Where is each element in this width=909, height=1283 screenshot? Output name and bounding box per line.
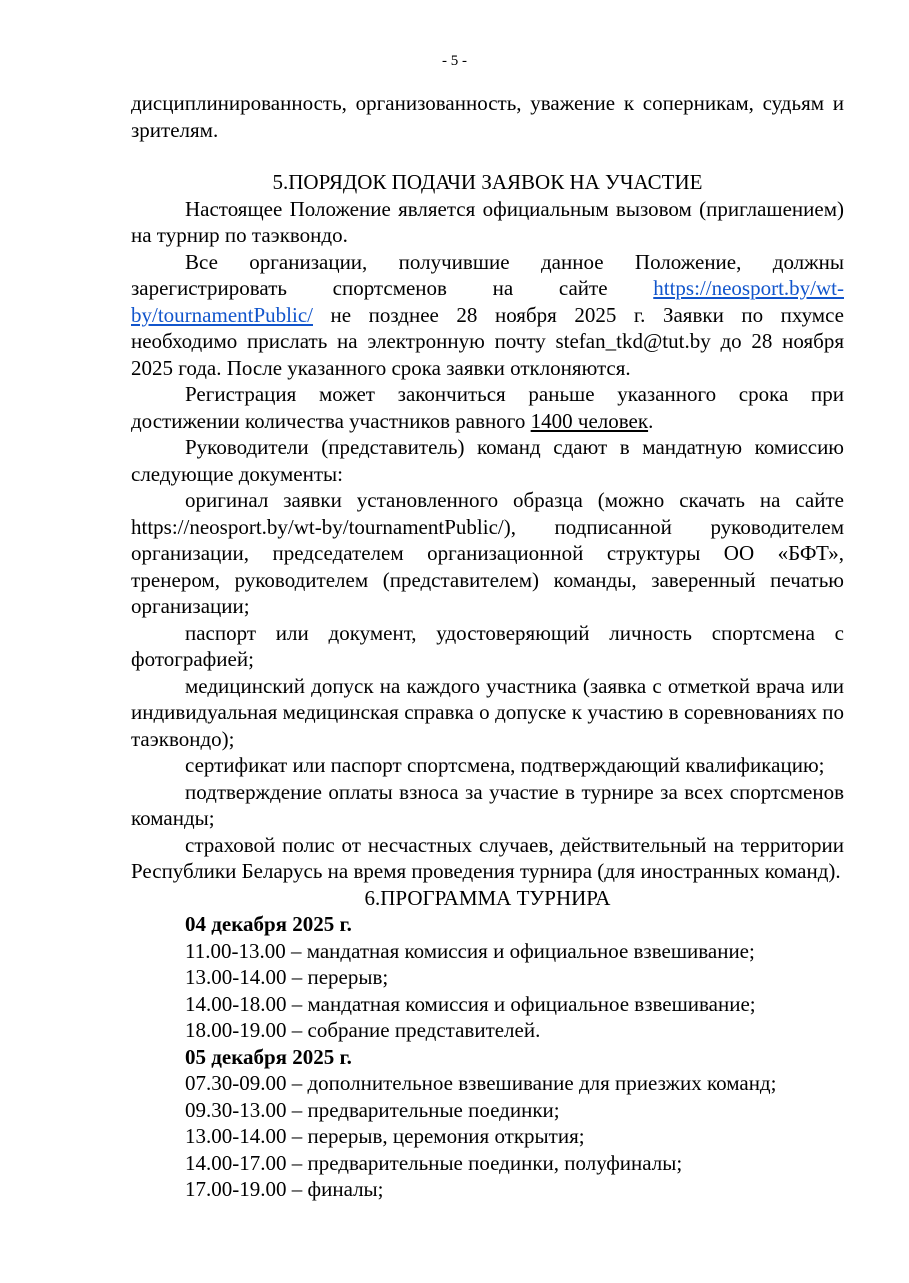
schedule-date: 05 декабря 2025 г. — [185, 1044, 352, 1069]
section5-paragraph-4: Руководители (представитель) команд сдают в мандатную комиссию следующие документы: — [131, 435, 844, 486]
doc-item: оригинал заявки установленного образца (можно скачать на сайте https://neosport.by/wt-by/tournamentPublic/), подписанной руководителем организации, председателем организационной структуры ОО «БФТ», тренером, руководителем (представителем) команды, заверенный печатью организации; — [131, 488, 844, 618]
doc-item: паспорт или документ, удостоверяющий личность спортсмена с фотографией; — [131, 620, 844, 671]
schedule-item: 07.30-09.00 – дополнительное взвешивание для приезжих команд; — [185, 1071, 777, 1095]
participants-limit: 1400 человек — [530, 408, 649, 433]
page-number: - 5 - — [442, 53, 467, 69]
section5-paragraph-1: Настоящее Положение является официальным вызовом (приглашением) на турнир по таэквондо. — [131, 196, 844, 247]
schedule-date: 04 декабря 2025 г. — [185, 912, 352, 936]
registration-link[interactable]: https://neosport.by/wt-by/tournamentPublic/ — [131, 276, 844, 327]
section5-paragraph-2 — [131, 249, 844, 382]
p2-text-before: Все организации, получившие данное Положение, должны зарегистрировать спортсменов на сайте — [131, 249, 844, 300]
document-body — [131, 90, 844, 1203]
section6-title: 6.ПРОГРАММА ТУРНИРА — [364, 885, 611, 910]
p3-text-after: . — [648, 408, 654, 433]
intro-paragraph: дисциплинированность, организованность, уважение к соперникам, судьям и зрителям. — [131, 91, 844, 142]
section5-paragraph-3 — [131, 381, 844, 434]
schedule-item: 13.00-14.00 – перерыв; — [185, 965, 389, 989]
doc-item: страховой полис от несчастных случаев, действительный на территории Республики Беларусь на время проведения турнира (для иностранных команд). — [131, 832, 844, 883]
schedule-item: 18.00-19.00 – собрание представителей. — [185, 1018, 541, 1042]
schedule-item: 14.00-17.00 – предварительные поединки, полуфиналы; — [185, 1150, 683, 1175]
schedule-item: 17.00-19.00 – финалы; — [185, 1177, 384, 1201]
p3-text-before: Регистрация может закончиться раньше указанного срока при достижении количества участников равного — [131, 382, 844, 433]
schedule-item: 14.00-18.00 – мандатная комиссия и официальное взвешивание; — [185, 991, 756, 1016]
doc-item: сертификат или паспорт спортсмена, подтверждающий квалификацию; — [185, 753, 825, 777]
doc-item: подтверждение оплаты взноса за участие в турнире за всех спортсменов команды; — [131, 779, 844, 830]
doc-item: медицинский допуск на каждого участника (заявка с отметкой врача или индивидуальная медицинская справка о допуске к участию в соревнованиях по таэквондо); — [131, 673, 844, 751]
schedule-item: 09.30-13.00 – предварительные поединки; — [185, 1097, 560, 1122]
schedule-item: 13.00-14.00 – перерыв, церемония открытия; — [185, 1124, 585, 1148]
schedule-item: 11.00-13.00 – мандатная комиссия и официальное взвешивание; — [185, 938, 755, 963]
p2-text-after: не позднее 28 ноября 2025 г. Заявки по пхумсе необходимо прислать на электронную почту stefan_tkd@tut.by до 28 ноября 2025 года. После указанного срока заявки отклоняются. — [131, 302, 844, 380]
section5-title: 5.ПОРЯДОК ПОДАЧИ ЗАЯВОК НА УЧАСТИЕ — [272, 170, 703, 194]
